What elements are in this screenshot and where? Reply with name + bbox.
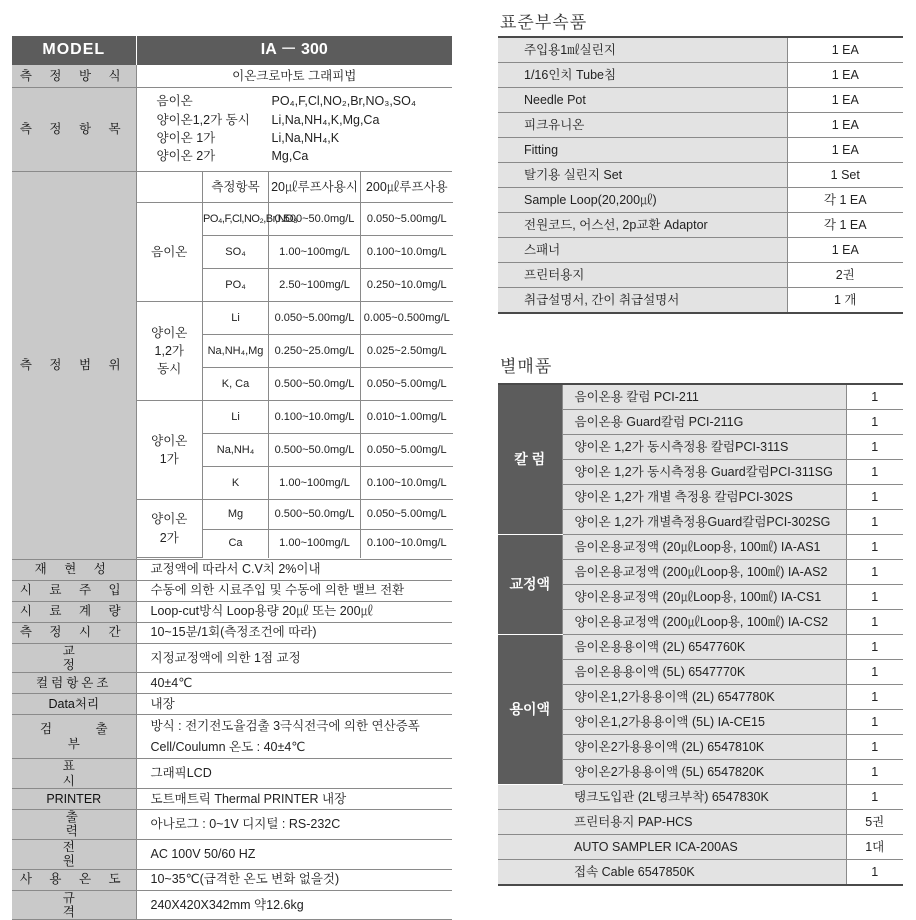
range-20ul: 0.500~50.0mg/L	[269, 434, 361, 467]
ion-group-name: 음이온	[156, 94, 193, 109]
standard-accessory-row	[498, 88, 903, 113]
accessory-qty: 1 Set	[787, 163, 903, 188]
spec-header-row	[12, 36, 452, 65]
range-20ul: 2.50~100mg/L	[269, 269, 361, 302]
output-value: 아나로그 : 0~1V 디지털 : RS-232C	[136, 810, 452, 840]
accessory-name: Needle Pot	[498, 88, 787, 113]
optional-item-name: 음이온용용이액 (2L) 6547760K	[562, 635, 846, 660]
spec-row	[12, 869, 452, 890]
optional-item-name: 양이온 1,2가 동시측정용 Guard칼럼PCI-311SG	[562, 460, 846, 485]
optional-item-name: 음이온용교정액 (200㎕Loop용, 100㎖) IA-AS2	[562, 560, 846, 585]
reproducibility-value: 교정액에 따라서 C.V치 2%이내	[136, 559, 452, 580]
range-200ul: 0.100~10.0mg/L	[361, 467, 453, 500]
accessory-name: 주입용1㎖실린지	[498, 37, 787, 63]
items-label: 측 정 항 목	[12, 87, 136, 171]
range-item: Na,NH₄,Mg	[203, 335, 269, 368]
items-value	[136, 87, 452, 171]
display-value: 그래픽LCD	[136, 759, 452, 789]
detector-label: 검 출 부	[12, 715, 136, 759]
optional-item-name: 음이온용 칼럼 PCI-211	[562, 384, 846, 410]
display-label: 표 시	[12, 759, 136, 789]
spec-row	[12, 839, 452, 869]
ion-group-name: 양이온 2가	[156, 149, 216, 164]
range-row	[137, 500, 453, 530]
optional-item-row	[498, 835, 903, 860]
accessory-qty: 1 개	[787, 288, 903, 314]
optional-item-name: 양이온1,2가용용이액 (2L) 6547780K	[562, 685, 846, 710]
metering-value: Loop-cut방식 Loop용량 20㎕ 또는 200㎕	[136, 601, 452, 622]
range-item: K, Ca	[203, 368, 269, 401]
spec-row	[12, 559, 452, 580]
spec-row-detector	[12, 715, 452, 759]
optional-item-qty: 1	[846, 485, 903, 510]
range-200ul: 0.025~2.50mg/L	[361, 335, 453, 368]
range-group-cation-2: 양이온 2가	[137, 500, 203, 558]
accessory-qty: 1 EA	[787, 138, 903, 163]
range-table	[137, 172, 453, 559]
range-20ul: 0.500~50.0mg/L	[269, 368, 361, 401]
accessory-qty: 1 EA	[787, 88, 903, 113]
standard-accessory-row	[498, 238, 903, 263]
spec-row	[12, 789, 452, 810]
detector-line-2: Cell/Coulumn 온도 : 40±4℃	[150, 739, 306, 754]
spec-row-range	[12, 171, 452, 559]
ion-list	[137, 91, 453, 167]
optional-category: 용이액	[498, 635, 562, 785]
optional-item-row	[498, 635, 903, 660]
ion-group-species: Li,Na,NH₄,K	[271, 131, 340, 145]
optional-item-qty: 1	[846, 760, 903, 785]
accessory-name: 스패너	[498, 238, 787, 263]
spec-row	[12, 643, 452, 673]
range-item: Li	[203, 401, 269, 434]
optional-item-qty: 5권	[846, 810, 903, 835]
accessory-qty: 각 1 EA	[787, 213, 903, 238]
range-item: PO₄	[203, 269, 269, 302]
injection-value: 수동에 의한 시료주입 및 수동에 의한 밸브 전환	[136, 580, 452, 601]
optional-item-name: 탱크도입관 (2L탱크부착) 6547830K	[498, 785, 846, 810]
range-20ul: 1.00~100mg/L	[269, 467, 361, 500]
ion-group-name: 양이온1,2가 동시	[156, 112, 250, 127]
accessory-name: Sample Loop(20,200㎕)	[498, 188, 787, 213]
spec-row	[12, 601, 452, 622]
optional-item-name: 음이온용용이액 (5L) 6547770K	[562, 660, 846, 685]
optional-accessories-table	[498, 383, 903, 886]
column-oven-value: 40±4℃	[136, 673, 452, 694]
accessory-name: 프린터용지	[498, 263, 787, 288]
optional-item-qty: 1	[846, 660, 903, 685]
accessory-qty: 1 EA	[787, 63, 903, 88]
printer-value: 도트매트릭 Thermal PRINTER 내장	[136, 789, 452, 810]
range-200ul: 0.250~10.0mg/L	[361, 269, 453, 302]
range-item: Ca	[203, 530, 269, 558]
accessory-qty: 각 1 EA	[787, 188, 903, 213]
optional-item-qty: 1대	[846, 835, 903, 860]
spec-row	[12, 810, 452, 840]
injection-label: 시 료 주 입	[12, 580, 136, 601]
power-value: AC 100V 50/60 HZ	[136, 839, 452, 869]
spec-row-items	[12, 87, 452, 171]
range-20ul: 0.500~50.0mg/L	[269, 500, 361, 530]
range-20ul: 0.100~10.0mg/L	[269, 401, 361, 434]
range-item: K	[203, 467, 269, 500]
optional-item-qty: 1	[846, 785, 903, 810]
range-label: 측 정 범 위	[12, 171, 136, 559]
optional-item-qty: 1	[846, 610, 903, 635]
optional-item-qty: 1	[846, 685, 903, 710]
standard-accessory-row	[498, 188, 903, 213]
optional-item-qty: 1	[846, 560, 903, 585]
standard-accessory-row	[498, 288, 903, 314]
ion-group-species: PO₄,F,Cl,NO₂,Br,NO₃,SO₄	[271, 94, 416, 109]
detector-line-1: 방식 : 전기전도율검출 3극식전극에 의한 연산증폭	[150, 718, 420, 733]
optional-category: 교정액	[498, 535, 562, 635]
model-value: IA － 300	[136, 36, 452, 65]
spec-row-method	[12, 65, 452, 87]
range-group-anion: 음이온	[137, 203, 203, 302]
time-label: 측 정 시 간	[12, 622, 136, 643]
range-row	[137, 302, 453, 335]
optional-item-qty: 1	[846, 635, 903, 660]
standard-accessory-row	[498, 37, 903, 63]
accessory-name: Fitting	[498, 138, 787, 163]
range-20ul: 0.250~25.0mg/L	[269, 335, 361, 368]
optional-item-name: 양이온 1,2가 개별 측정용 칼럼PCI-302S	[562, 485, 846, 510]
optional-item-qty: 1	[846, 510, 903, 535]
ion-group-species: Mg,Ca	[271, 149, 309, 164]
time-value: 10~15분/1회(측정조건에 따라)	[136, 622, 452, 643]
range-200ul: 0.050~5.00mg/L	[361, 500, 453, 530]
optional-item-qty: 1	[846, 384, 903, 410]
optional-accessories-title: 별매품	[500, 357, 553, 376]
standard-accessory-row	[498, 113, 903, 138]
optional-item-qty: 1	[846, 710, 903, 735]
model-label: MODEL	[12, 36, 136, 65]
range-200ul: 0.050~5.00mg/L	[361, 203, 453, 236]
optional-item-row	[498, 785, 903, 810]
standard-accessory-row	[498, 213, 903, 238]
range-cell	[136, 171, 452, 559]
optional-item-name: 음이온용교정액 (20㎕Loop용, 100㎖) IA-AS1	[562, 535, 846, 560]
optional-category: 칼 럼	[498, 384, 562, 535]
spec-row	[12, 622, 452, 643]
optional-item-name: 양이온 1,2가 개별측정용Guard칼럼PCI-302SG	[562, 510, 846, 535]
calibration-label: 교 정	[12, 643, 136, 673]
optional-item-qty: 1	[846, 860, 903, 886]
optional-item-row	[498, 810, 903, 835]
optional-item-name: 음이온용 Guard칼럼 PCI-211G	[562, 410, 846, 435]
range-item: Na,NH₄	[203, 434, 269, 467]
range-20ul: 1.00~100mg/L	[269, 236, 361, 269]
spec-row	[12, 580, 452, 601]
optional-item-name: 양이온2가용용이액 (2L) 6547810K	[562, 735, 846, 760]
range-header-20ul: 20㎕루프사용시	[269, 172, 361, 203]
range-20ul: 1.00~100mg/L	[269, 530, 361, 558]
optional-item-name: 양이온1,2가용용이액 (5L) IA-CE15	[562, 710, 846, 735]
printer-label: PRINTER	[12, 789, 136, 810]
range-header-blank	[137, 172, 203, 203]
optional-item-qty: 1	[846, 735, 903, 760]
range-header-row	[137, 172, 453, 203]
spec-row	[12, 673, 452, 694]
range-header-item: 측정항목	[203, 172, 269, 203]
operating-temp-label: 사 용 온 도	[12, 869, 136, 890]
optional-item-row	[498, 860, 903, 886]
range-20ul: 0.500~50.0mg/L	[269, 203, 361, 236]
spec-table	[12, 36, 452, 920]
spec-row	[12, 694, 452, 715]
standard-accessory-row	[498, 263, 903, 288]
standard-accessory-row	[498, 63, 903, 88]
range-20ul: 0.050~5.00mg/L	[269, 302, 361, 335]
calibration-value: 지정교정액에 의한 1점 교정	[136, 643, 452, 673]
dimensions-label: 규 격	[12, 890, 136, 920]
optional-item-qty: 1	[846, 410, 903, 435]
range-200ul: 0.010~1.00mg/L	[361, 401, 453, 434]
range-row	[137, 401, 453, 434]
accessory-qty: 1 EA	[787, 113, 903, 138]
accessory-qty: 1 EA	[787, 37, 903, 63]
dimensions-value: 240X420X342mm 약12.6kg	[136, 890, 452, 920]
operating-temp-value: 10~35℃(급격한 온도 변화 없을것)	[136, 869, 452, 890]
method-value: 이온크로마토 그래피법	[136, 65, 452, 87]
accessory-name: 탈기용 실린지 Set	[498, 163, 787, 188]
optional-item-name: 양이온 1,2가 동시측정용 칼럼PCI-311S	[562, 435, 846, 460]
accessory-name: 1/16인치 Tube침	[498, 63, 787, 88]
range-group-cation-1: 양이온 1가	[137, 401, 203, 500]
range-row	[137, 203, 453, 236]
range-item: PO₄,F,Cl,NO₂,Br,NO₃	[203, 203, 269, 236]
range-item: Mg	[203, 500, 269, 530]
range-200ul: 0.050~5.00mg/L	[361, 434, 453, 467]
optional-item-qty: 1	[846, 535, 903, 560]
reproducibility-label: 재 현 성	[12, 559, 136, 580]
standard-accessories-table	[498, 36, 903, 314]
optional-item-row	[498, 535, 903, 560]
range-200ul: 0.100~10.0mg/L	[361, 236, 453, 269]
ion-group-species: Li,Na,NH₄,K,Mg,Ca	[271, 112, 380, 127]
accessory-name: 취급설명서, 간이 취급설명서	[498, 288, 787, 314]
range-header-200ul: 200㎕루프사용	[361, 172, 453, 203]
optional-item-qty: 1	[846, 460, 903, 485]
optional-item-name: 양이온용교정액 (200㎕Loop용, 100㎖) IA-CS2	[562, 610, 846, 635]
standard-accessory-row	[498, 138, 903, 163]
standard-accessories-title: 표준부속품	[500, 13, 588, 32]
spec-row	[12, 759, 452, 789]
range-item: Li	[203, 302, 269, 335]
column-oven-label: 컬럼항온조	[12, 673, 136, 694]
optional-item-row	[498, 384, 903, 410]
accessory-qty: 1 EA	[787, 238, 903, 263]
optional-item-name: 프린터용지 PAP-HCS	[498, 810, 846, 835]
ion-group-name: 양이온 1가	[156, 131, 216, 145]
range-200ul: 0.050~5.00mg/L	[361, 368, 453, 401]
optional-item-name: AUTO SAMPLER ICA-200AS	[498, 835, 846, 860]
power-label: 전 원	[12, 839, 136, 869]
metering-label: 시 료 계 량	[12, 601, 136, 622]
accessory-name: 전원코드, 어스선, 2p교환 Adaptor	[498, 213, 787, 238]
optional-item-qty: 1	[846, 585, 903, 610]
accessory-name: 피크유니온	[498, 113, 787, 138]
spec-row	[12, 890, 452, 920]
accessory-qty: 2권	[787, 263, 903, 288]
range-200ul: 0.005~0.500mg/L	[361, 302, 453, 335]
range-item: SO₄	[203, 236, 269, 269]
range-group-cation-12: 양이온 1,2가 동시	[137, 302, 203, 401]
optional-item-name: 접속 Cable 6547850K	[498, 860, 846, 886]
standard-accessory-row	[498, 163, 903, 188]
output-label: 출 력	[12, 810, 136, 840]
optional-item-name: 양이온2가용용이액 (5L) 6547820K	[562, 760, 846, 785]
optional-item-qty: 1	[846, 435, 903, 460]
range-200ul: 0.100~10.0mg/L	[361, 530, 453, 558]
optional-item-name: 양이온용교정액 (20㎕Loop용, 100㎖) IA-CS1	[562, 585, 846, 610]
data-label: Data처리	[12, 694, 136, 715]
method-label: 측 정 방 식	[12, 65, 136, 87]
detector-value	[136, 715, 452, 759]
data-value: 내장	[136, 694, 452, 715]
